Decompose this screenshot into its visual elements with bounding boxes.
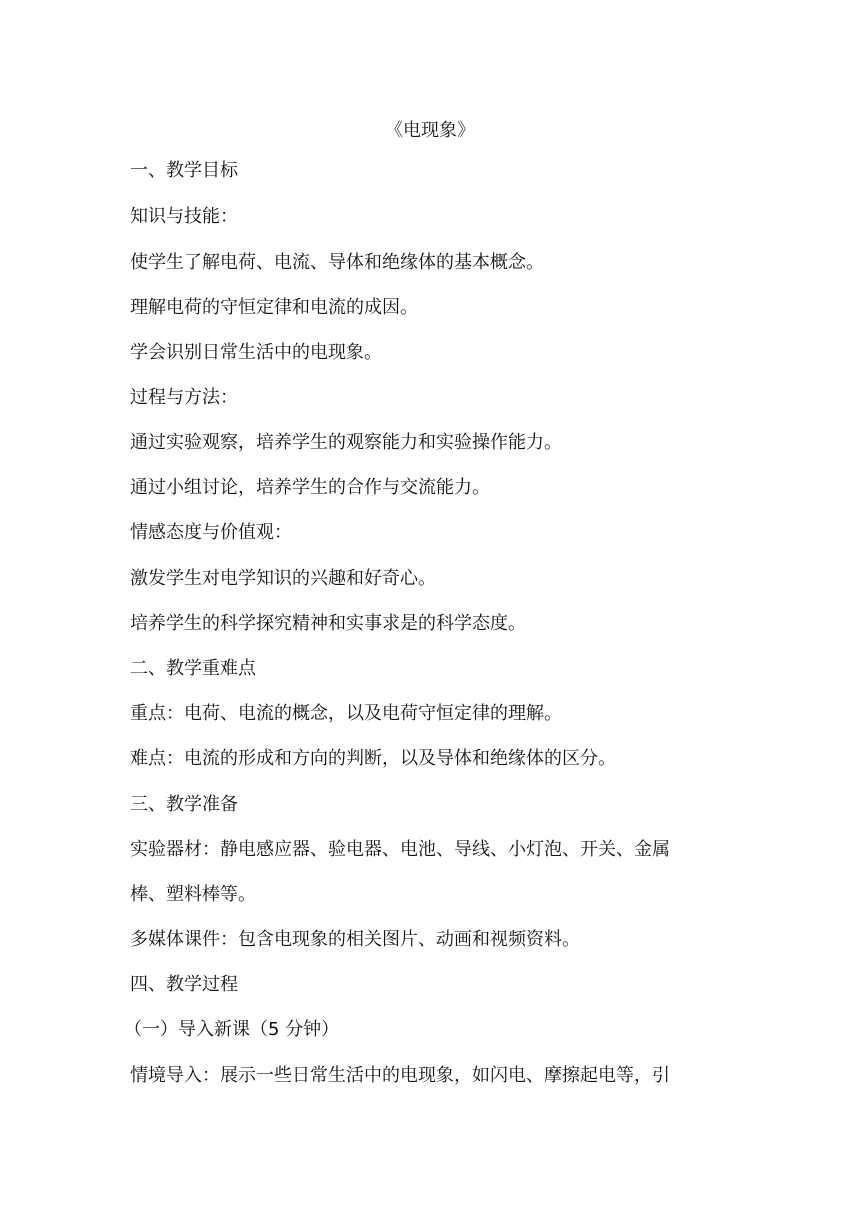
heading-teaching-preparation: 三、教学准备	[130, 794, 238, 815]
paragraph-line: 理解电荷的守恒定律和电流的成因。	[130, 297, 418, 318]
paragraph-line: 激发学生对电学知识的兴趣和好奇心。	[130, 568, 436, 589]
subheading-attitudes-values: 情感态度与价值观：	[130, 522, 292, 543]
paragraph-line: 难点：电流的形成和方向的判断，以及导体和绝缘体的区分。	[130, 748, 616, 769]
subheading-process-methods: 过程与方法：	[130, 387, 238, 408]
paragraph-line: 重点：电荷、电流的概念，以及电荷守恒定律的理解。	[130, 703, 562, 724]
subheading-knowledge-skills: 知识与技能：	[130, 206, 238, 227]
paragraph-line: 通过实验观察，培养学生的观察能力和实验操作能力。	[130, 432, 562, 453]
paragraph-line: 学会识别日常生活中的电现象。	[130, 342, 382, 363]
paragraph-line: 使学生了解电荷、电流、导体和绝缘体的基本概念。	[130, 252, 544, 273]
heading-teaching-process: 四、教学过程	[130, 974, 238, 995]
paragraph-line: 通过小组讨论，培养学生的合作与交流能力。	[130, 477, 490, 498]
paragraph-line: 培养学生的科学探究精神和实事求是的科学态度。	[130, 613, 526, 634]
paragraph-line: 多媒体课件：包含电现象的相关图片、动画和视频资料。	[130, 929, 580, 950]
subheading-introduction: （一）导入新课（5 分钟）	[124, 1019, 340, 1040]
document-title: 《电现象》	[385, 120, 475, 141]
heading-key-difficult-points: 二、教学重难点	[130, 658, 256, 679]
paragraph-line: 情境导入：展示一些日常生活中的电现象，如闪电、摩擦起电等，引	[130, 1065, 670, 1086]
paragraph-line: 实验器材：静电感应器、验电器、电池、导线、小灯泡、开关、金属	[130, 839, 670, 860]
paragraph-line: 棒、塑料棒等。	[130, 884, 256, 905]
heading-teaching-objectives: 一、教学目标	[130, 160, 238, 181]
